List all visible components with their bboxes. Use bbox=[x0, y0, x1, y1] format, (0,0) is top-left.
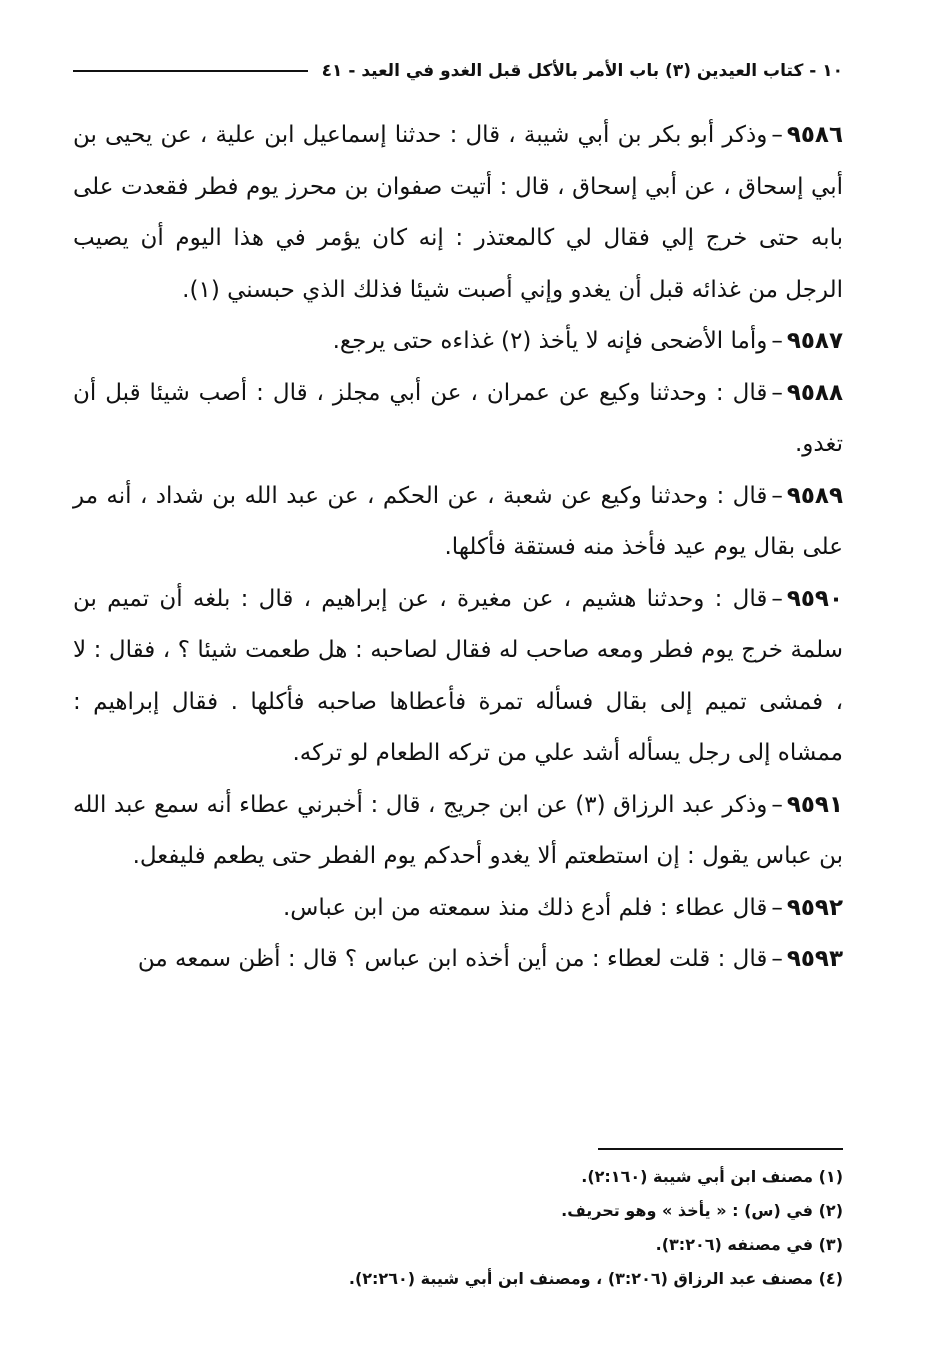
hadith-entry bbox=[73, 316, 843, 368]
entry-text: قال : وحدثنا هشيم ، عن مغيرة ، عن إبراهيم ، قال : بلغه أن تميم بن سلمة خرج يوم فطر ومعه صاحب له فقال لصاحبه : هل طعمت شيئا ؟ ، فقال : لا ، فمشى تميم إلى بقال فسأله تمرة فأعطاها صاحبه فأكلها . فقال إبراهيم : ممشاه إلى رجل يسأله أشد علي من تركه الطعام لو تركه. bbox=[73, 585, 843, 766]
entry-number: ٩٥٨٨ bbox=[786, 379, 843, 406]
hadith-entry bbox=[73, 934, 843, 986]
entry-text: قال : وحدثنا وكيع عن عمران ، عن أبي مجلز ، قال : أصب شيئا قبل أن تغدو. bbox=[73, 379, 843, 457]
running-header bbox=[73, 54, 843, 88]
entry-dash: – bbox=[771, 894, 783, 921]
entry-text: قال عطاء : فلم أدع ذلك منذ سمعته من ابن عباس. bbox=[282, 894, 768, 921]
entry-text: وذكر عبد الرزاق (٣) عن ابن جريج ، قال : أخبرني عطاء أنه سمع عبد الله بن عباس يقول : إن استطعتم ألا يغدو أحدكم يوم الفطر حتى يطعم فليفعل. bbox=[73, 791, 843, 869]
body-text bbox=[73, 110, 843, 986]
footnote: (٢) في (س) : « يأخذ » وهو تحريف. bbox=[561, 1201, 843, 1220]
footnotes bbox=[73, 1160, 843, 1296]
footnote: (١) مصنف ابن أبي شيبة (٢:١٦٠). bbox=[581, 1167, 843, 1186]
entry-dash: – bbox=[771, 946, 783, 972]
entry-number: ٩٥٩٣ bbox=[786, 946, 843, 972]
entry-number: ٩٥٨٩ bbox=[786, 482, 843, 509]
entry-dash: – bbox=[771, 122, 783, 148]
entry-number: ٩٥٨٦ bbox=[786, 122, 843, 148]
hadith-entry bbox=[73, 780, 843, 883]
entry-dash: – bbox=[771, 585, 783, 612]
hadith-entry bbox=[73, 574, 843, 780]
footnote: (٣) في مصنفه (٣:٢٠٦). bbox=[655, 1235, 843, 1254]
entry-dash: – bbox=[771, 328, 783, 354]
entry-text: وأما الأضحى فإنه لا يأخذ (٢) غذاءه حتى يرجع. bbox=[332, 328, 768, 354]
hadith-entry bbox=[73, 471, 843, 574]
footnote-divider bbox=[598, 1148, 843, 1150]
entry-text: قال : قلت لعطاء : من أين أخذه ابن عباس ؟ قال : أظن سمعه من bbox=[137, 946, 768, 972]
entry-text: قال : وحدثنا وكيع عن شعبة ، عن الحكم ، عن عبد الله بن شداد ، أنه مر على بقال يوم عيد فأخذ منه فستقة فأكلها. bbox=[73, 482, 843, 560]
hadith-entry bbox=[73, 368, 843, 471]
header-rule bbox=[73, 70, 308, 72]
hadith-entry bbox=[73, 883, 843, 935]
entry-dash: – bbox=[771, 791, 783, 818]
entry-dash: – bbox=[771, 482, 783, 509]
entry-number: ٩٥٩٢ bbox=[786, 894, 843, 921]
entry-number: ٩٥٨٧ bbox=[786, 328, 843, 354]
footnote: (٤) مصنف عبد الرزاق (٣:٢٠٦) ، ومصنف ابن أبي شيبة (٢:٢٦٠). bbox=[348, 1269, 843, 1288]
hadith-entry bbox=[73, 110, 843, 316]
entry-text: وذكر أبو بكر بن أبي شيبة ، قال : حدثنا إسماعيل ابن علية ، عن يحيى بن أبي إسحاق ، عن أبي إسحاق ، قال : أتيت صفوان بن محرز يوم فطر فقعدت على بابه حتى خرج إلي فقال لي كالمعتذر : إنه كان يؤمر في هذا اليوم أن يصيب الرجل من غذائه قبل أن يغدو وإني أصبت شيئا فذلك الذي حبسني (١). bbox=[73, 122, 843, 303]
entry-number: ٩٥٩١ bbox=[786, 791, 843, 818]
page-title: ١٠ - كتاب العيدين (٣) باب الأمر بالأكل قبل الغدو في العيد - ٤١ bbox=[321, 61, 843, 81]
entry-dash: – bbox=[771, 379, 783, 406]
entry-number: ٩٥٩٠ bbox=[786, 585, 843, 612]
